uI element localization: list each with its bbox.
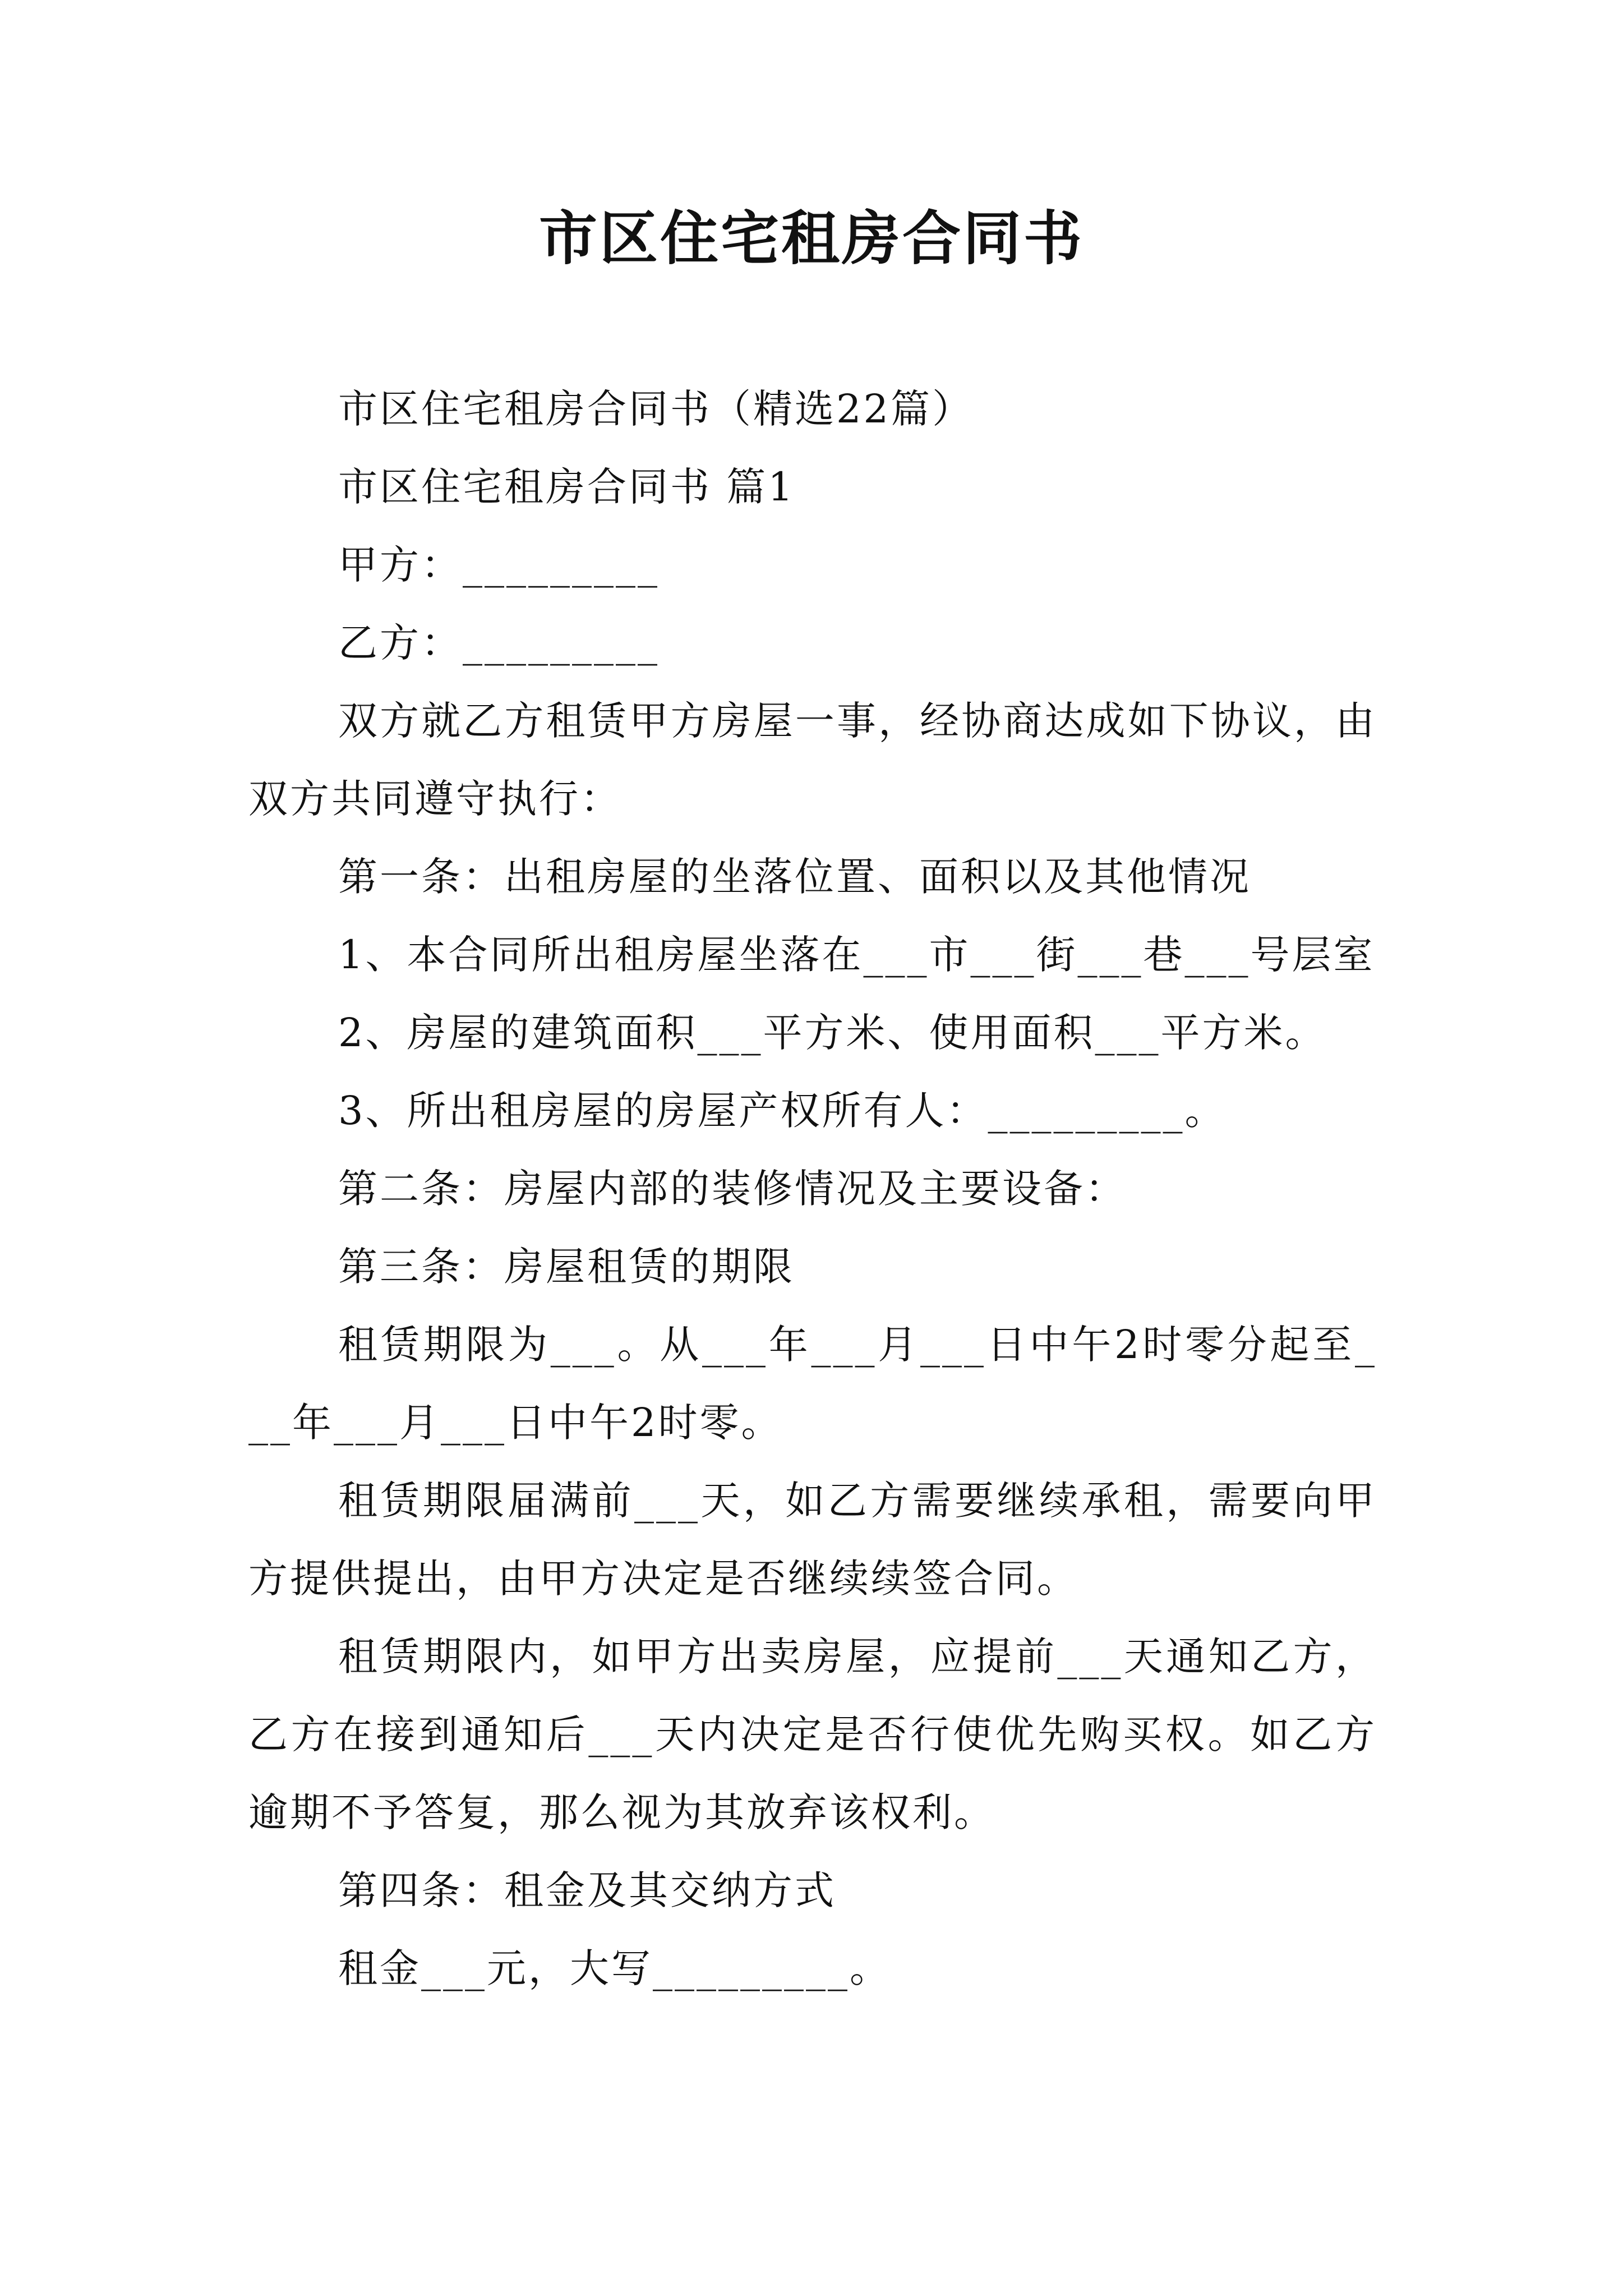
article-two-heading: 第二条：房屋内部的装修情况及主要设备：	[338, 1166, 1127, 1212]
rent-amount-paragraph: 租金___元，大写_________。	[338, 1945, 891, 1991]
party-b-paragraph: 乙方：_________	[338, 620, 660, 666]
clause-1-paragraph: 1、本合同所出租房屋坐落在___市___街___巷___号层室	[338, 932, 1375, 978]
article-three-heading: 第三条：房屋租赁的期限	[338, 1244, 795, 1290]
sale-notice-paragraph: 租赁期限内，如甲方出卖房屋，应提前___天通知乙方，乙方在接到通知后___天内决定是否行使优先购买权。如乙方逾期不予答复，那么视为其放弃该权利。	[248, 1634, 1377, 1835]
article-one-heading: 第一条：出租房屋的坐落位置、面积以及其他情况	[338, 854, 1251, 900]
document-body	[248, 370, 1377, 2008]
party-a-paragraph: 甲方：_________	[338, 542, 660, 588]
clause-2-paragraph: 2、房屋的建筑面积___平方米、使用面积___平方米。	[338, 1010, 1327, 1056]
article-four-heading: 第四条：租金及其交纳方式	[338, 1867, 836, 1913]
clause-3-paragraph: 3、所出租房屋的房屋产权所有人：_________。	[338, 1088, 1227, 1134]
renewal-paragraph: 租赁期限届满前___天，如乙方需要继续承租，需要向甲方提供提出，由甲方决定是否继续续签合同。	[248, 1478, 1377, 1602]
lease-term-paragraph: 租赁期限为___。从___年___月___日中午2时零分起至___年___月___日中午2时零。	[248, 1322, 1377, 1446]
document-title: 市区住宅租房合同书	[538, 204, 1084, 273]
section-heading-paragraph: 市区住宅租房合同书 篇1	[338, 464, 795, 510]
subtitle-paragraph: 市区住宅租房合同书（精选22篇）	[338, 386, 974, 432]
agreement-intro-paragraph: 双方就乙方租赁甲方房屋一事，经协商达成如下协议，由双方共同遵守执行：	[248, 698, 1377, 822]
